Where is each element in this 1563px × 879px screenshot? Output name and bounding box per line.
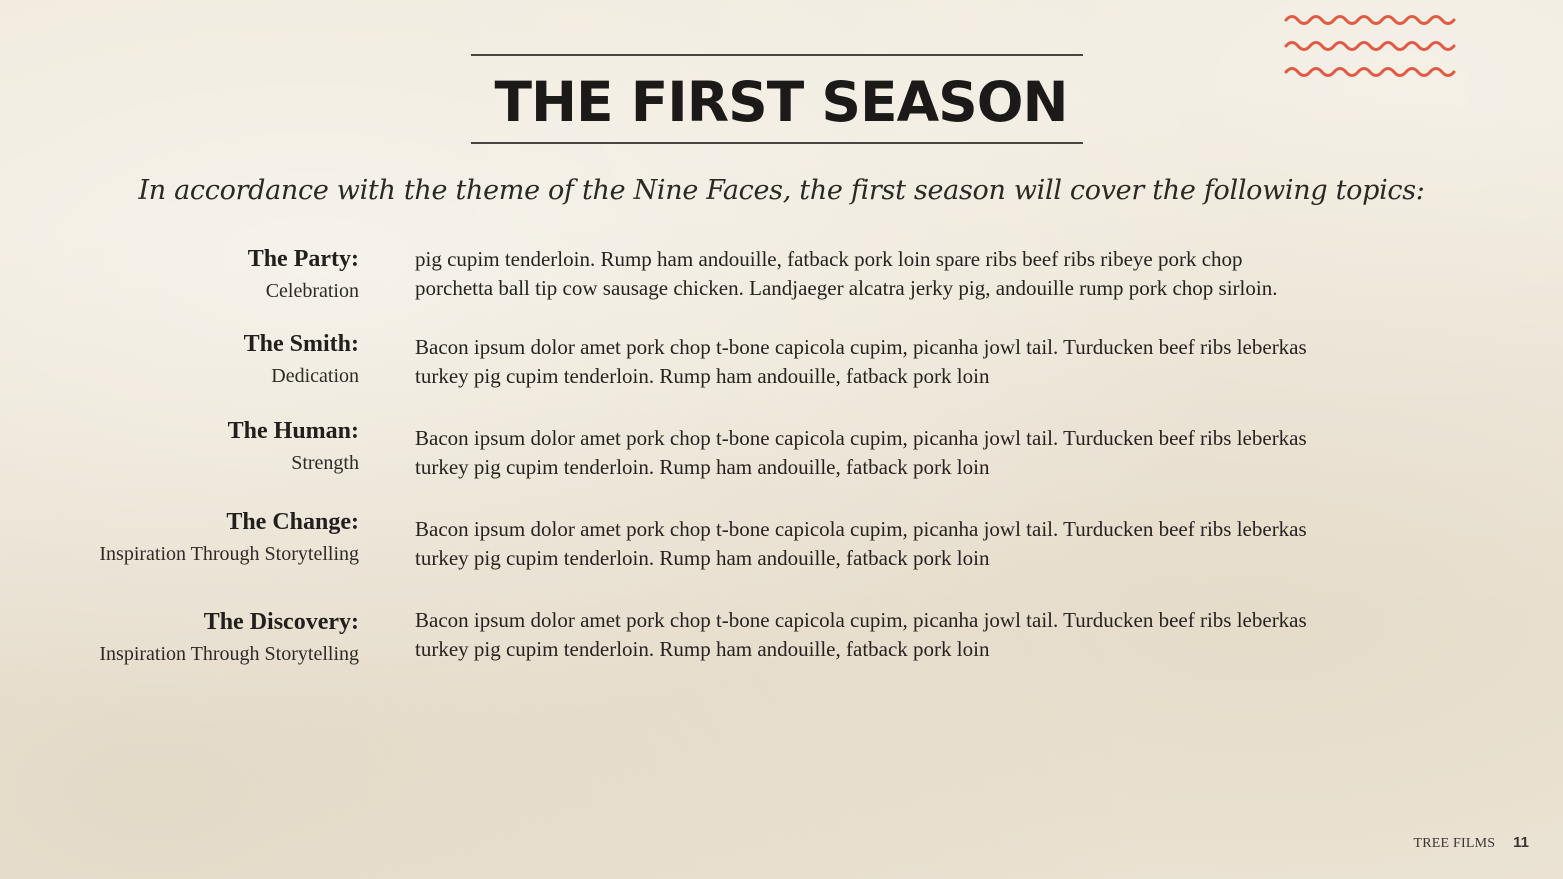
topic-name: The Discovery:: [203, 609, 359, 635]
topic-name: The Human:: [227, 418, 359, 444]
topic-label-discovery: [40, 607, 359, 671]
wave-lines-icon: [1284, 8, 1460, 84]
description-line: pig cupim tenderloin. Rump ham andouille, fatback pork loin spare ribs beef ribs ribeye pork chop: [415, 247, 1243, 271]
topic-label-human: [40, 416, 359, 480]
topic-description-party: [415, 245, 1435, 303]
description-line: turkey pig cupim tenderloin. Rump ham andouille, fatback pork loin: [415, 546, 990, 570]
description-line: turkey pig cupim tenderloin. Rump ham andouille, fatback pork loin: [415, 637, 990, 661]
topic-name: The Change:: [226, 509, 359, 535]
topic-description-change: [415, 515, 1435, 573]
topic-name: The Party:: [247, 246, 359, 272]
description-line: Bacon ipsum dolor amet pork chop t-bone capicola cupim, picanha jowl tail. Turducken beef ribs leberkas: [415, 517, 1307, 541]
topic-label-change: [40, 507, 359, 571]
topic-description-discovery: [415, 606, 1435, 664]
description-line: Bacon ipsum dolor amet pork chop t-bone capicola cupim, picanha jowl tail. Turducken beef ribs leberkas: [415, 608, 1307, 632]
page-subtitle: In accordance with the theme of the Nine Faces, the first season will cover the following topics:: [138, 175, 1425, 206]
description-line: turkey pig cupim tenderloin. Rump ham andouille, fatback pork loin: [415, 455, 990, 479]
page-number: 11: [1513, 834, 1529, 851]
page-title: THE FIRST SEASON: [494, 70, 1068, 134]
topic-subtitle: Inspiration Through Storytelling: [99, 543, 359, 565]
description-line: Bacon ipsum dolor amet pork chop t-bone capicola cupim, picanha jowl tail. Turducken beef ribs leberkas: [415, 335, 1307, 359]
topic-label-smith: [40, 329, 359, 393]
topic-subtitle: Strength: [291, 452, 359, 474]
description-line: turkey pig cupim tenderloin. Rump ham andouille, fatback pork loin: [415, 364, 990, 388]
topic-label-party: [40, 244, 359, 308]
footer: [1414, 834, 1529, 852]
topic-subtitle: Inspiration Through Storytelling: [99, 643, 359, 665]
footer-brand: TREE FILMS: [1413, 836, 1496, 851]
topic-description-human: [415, 424, 1435, 482]
description-line: porchetta ball tip cow sausage chicken. Landjaeger alcatra jerky pig, andouille rump pork chop sirloin.: [415, 276, 1278, 300]
topic-name: The Smith:: [243, 331, 359, 357]
topic-subtitle: Dedication: [271, 365, 359, 387]
title-bottom-rule: [471, 142, 1083, 144]
topic-subtitle: Celebration: [265, 280, 359, 302]
title-top-rule: [471, 54, 1083, 56]
description-line: Bacon ipsum dolor amet pork chop t-bone capicola cupim, picanha jowl tail. Turducken beef ribs leberkas: [415, 426, 1307, 450]
topic-description-smith: [415, 333, 1435, 391]
